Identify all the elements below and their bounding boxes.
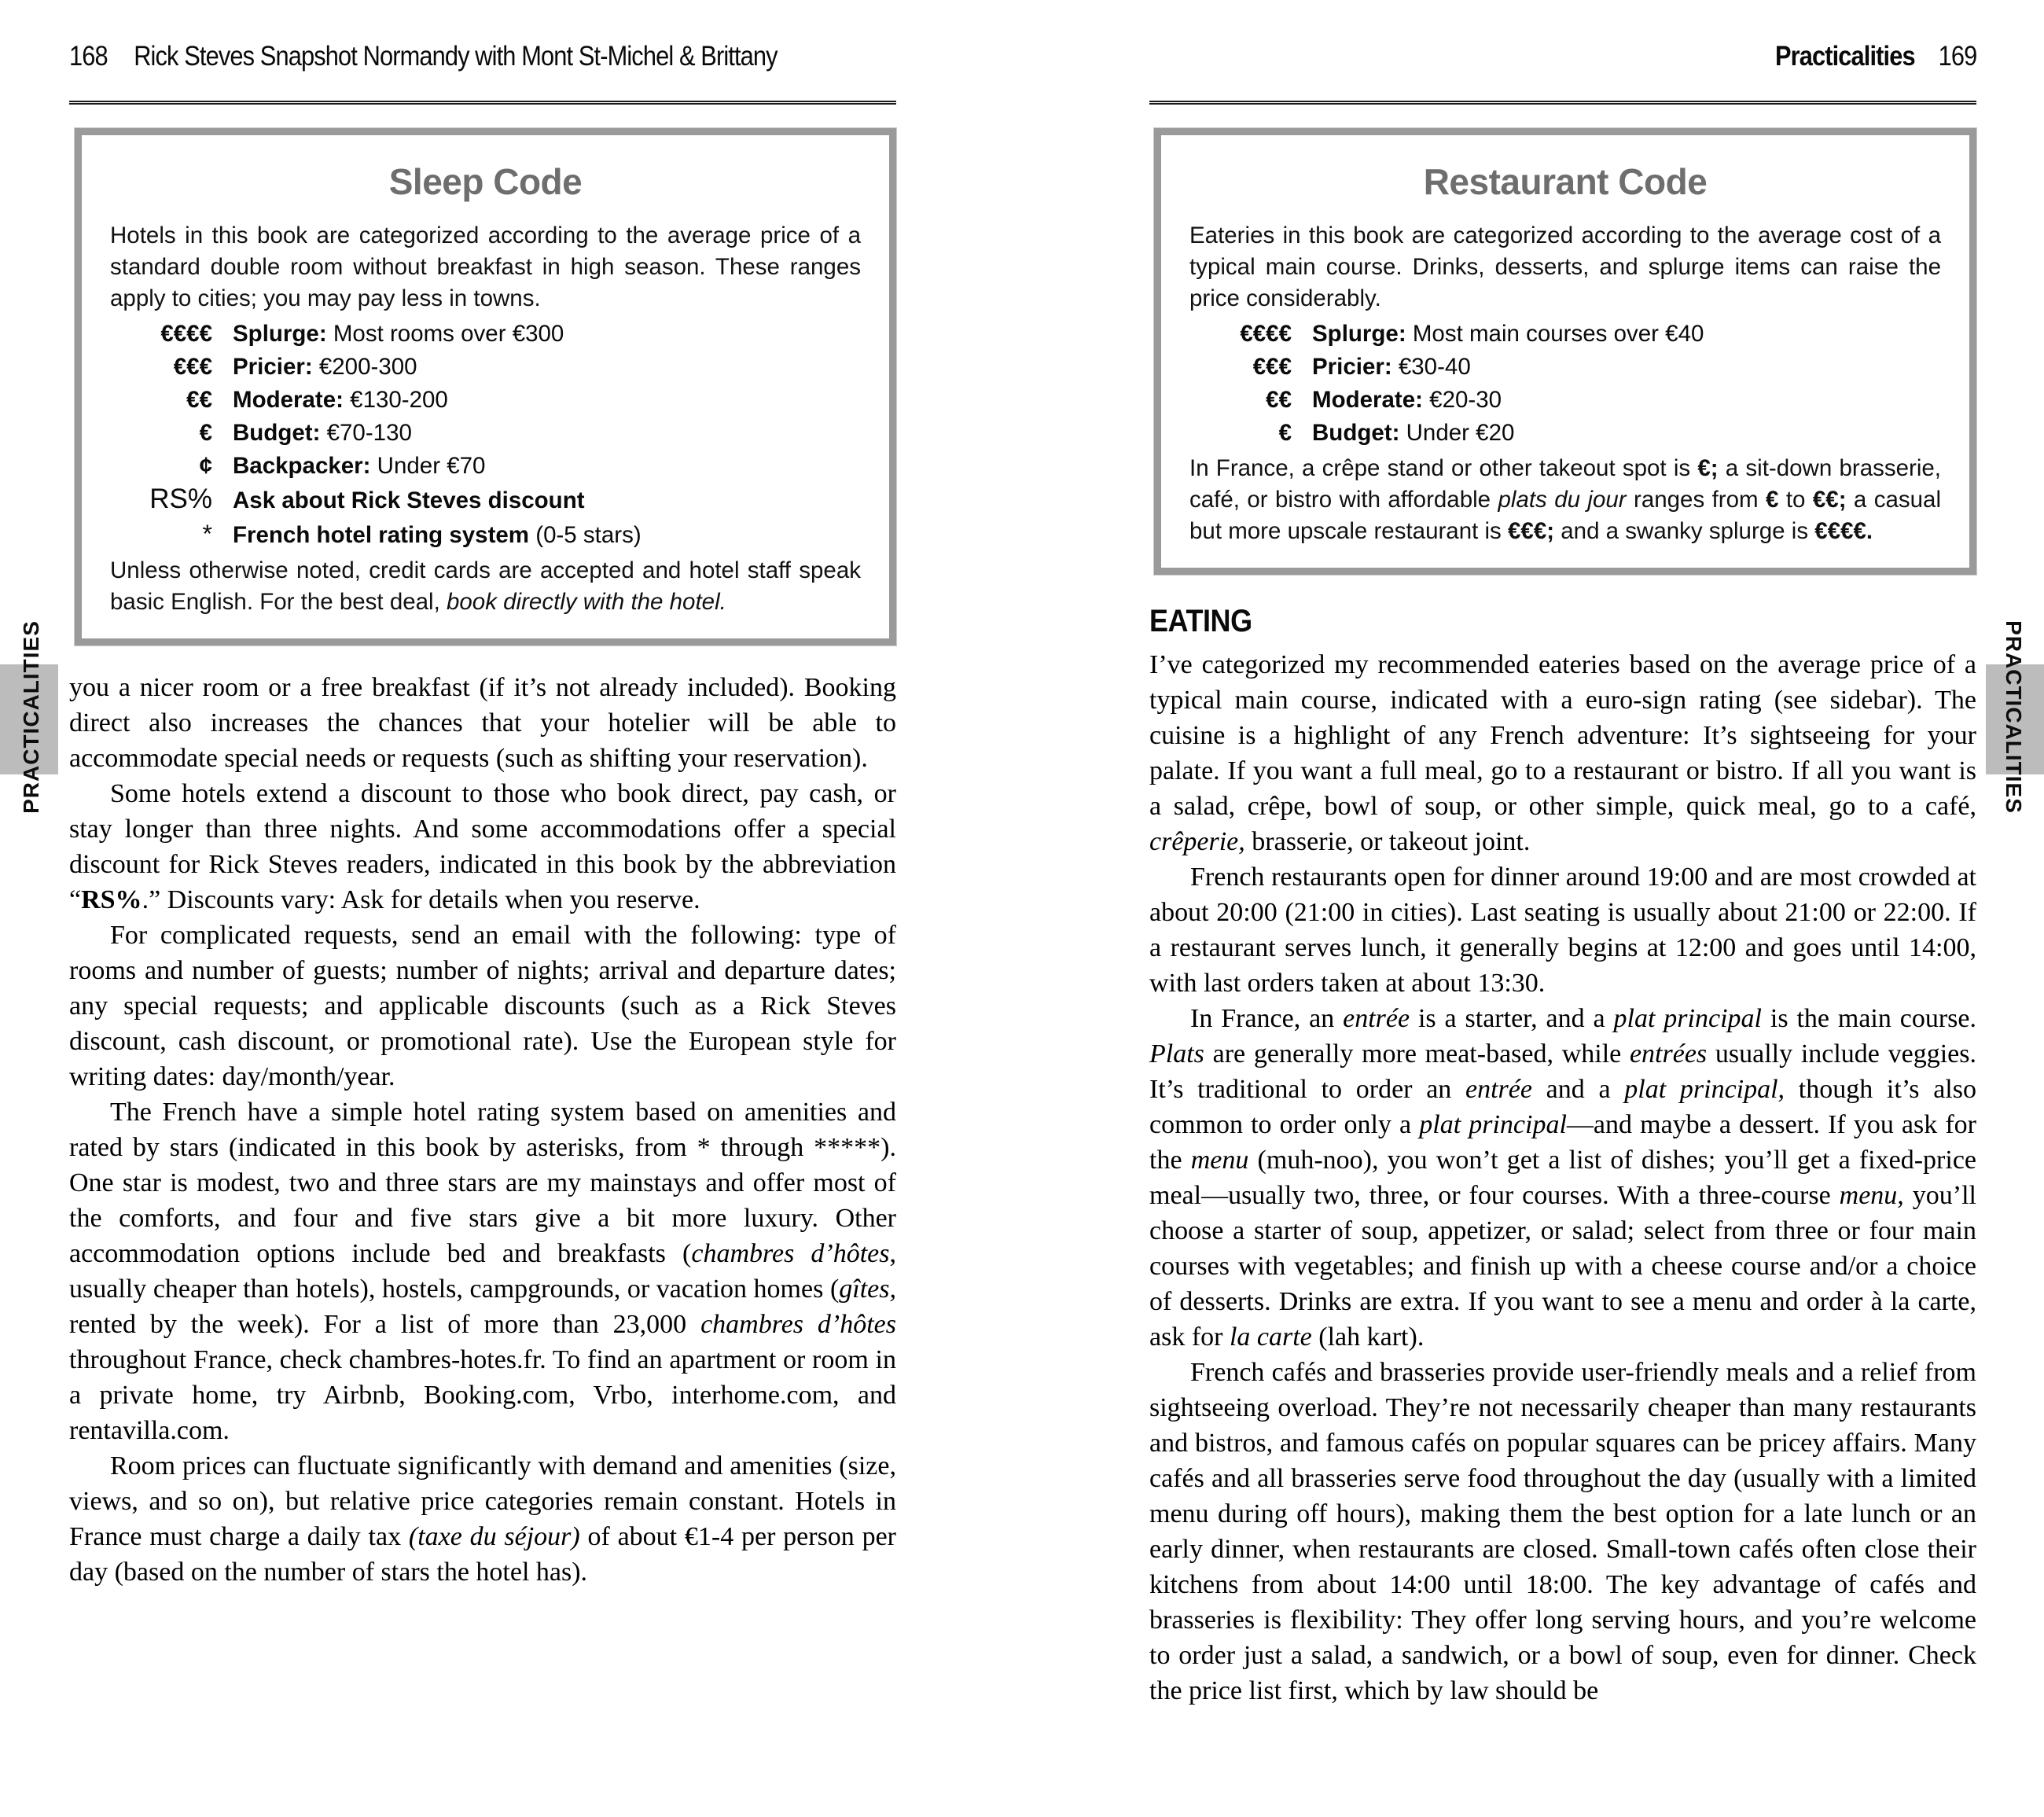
price-description — [233, 417, 861, 450]
page-header-left — [69, 41, 896, 105]
sleep-code-row — [110, 417, 861, 450]
price-label: Splurge: — [233, 321, 327, 347]
paragraph: For complicated requests, send an email with the following: type of rooms and number of guests; number of nights; arrival and departure dates; any special requests; and applicable discounts (such as a Rick Steves discount, cash discount, or promotional rate). Use the European style for writing dates: day/month/year. — [69, 921, 896, 1091]
page-header-right-text — [1775, 41, 1976, 72]
sleep-code-box — [75, 128, 896, 646]
price-label: Moderate: — [1312, 387, 1423, 413]
price-label: Budget: — [233, 420, 321, 446]
price-symbol: €€€ — [173, 354, 212, 380]
price-label: Ask about Rick Steves discount — [233, 487, 585, 513]
restaurant-code-row — [1189, 351, 1941, 384]
price-label: Pricier: — [1312, 354, 1392, 380]
sleep-code-row — [110, 450, 861, 483]
page-header-left-text — [69, 41, 778, 72]
sleep-code-row — [110, 318, 861, 351]
price-rest: Most rooms over €300 — [326, 321, 564, 347]
price-rest: €30-40 — [1391, 354, 1471, 380]
price-symbol: €€€€ — [160, 321, 212, 347]
paragraph: French restaurants open for dinner around 19:00 and are most crowded at about 20:00 (21:00 in cities). Last seating is usually about 21:00 or 22:00. If a restaurant serves lunch, it generally begins at 12:00 and goes until 14:00, with last orders taken at about 13:30. — [1149, 863, 1976, 998]
price-rest: €20-30 — [1422, 387, 1502, 413]
price-label: Moderate: — [233, 387, 344, 413]
price-description — [1312, 384, 1941, 417]
price-description — [233, 384, 861, 417]
chapter-title: Practicalities — [1774, 41, 1915, 72]
price-description — [233, 318, 861, 351]
sleep-code-row — [110, 351, 861, 384]
restaurant-code-row — [1189, 318, 1941, 351]
paragraph: In France, an entrée is a starter, and a plat principal is the main course. Plats are generally more meat-based, while entrées usually include veggies. It’s traditional to order an entrée and a plat principal, though it’s also common to order only a plat principal—and maybe a dessert. If you ask for the menu (muh-noo), you won’t get a list of dishes; you’ll get a fixed-price meal—usually two, three, or four courses. With a three-course menu, you’ll choose a starter of soup, appetizer, or salad; select from three or four main courses with vegetables; and finish up with a cheese course and/or a choice of desserts. Drinks are extra. If you want to see a menu and order à la carte, ask for la carte (lah kart). — [1149, 1004, 1977, 1352]
price-description — [1312, 318, 1941, 351]
price-label: French hotel rating system — [233, 522, 530, 548]
restaurant-code-title: Restaurant Code — [1423, 161, 1708, 202]
sleep-code-table — [110, 318, 861, 552]
price-description — [233, 484, 861, 517]
body-column-right — [1149, 604, 1976, 1708]
restaurant-code-table — [1189, 318, 1941, 450]
asterisk-symbol: * — [202, 520, 212, 548]
price-rest: €70-130 — [320, 420, 412, 446]
price-rest: €200-300 — [312, 354, 417, 380]
sleep-code-row-star-rating — [110, 517, 861, 552]
price-symbol: € — [199, 420, 212, 446]
paragraph: French cafés and brasseries provide user-friendly meals and a relief from sightseeing overload. They’re not necessarily cheaper than many restaurants and bistros, and famous cafés on popular squares can be pricey affairs. Many cafés and all brasseries serve food throughout the day (usually with a limited menu during off hours), making them the best option for a late lunch or an early dinner, when restaurants are closed. Small-town cafés often close their kitchens from about 14:00 until 18:00. The key advantage of cafés and brasseries is flexibility: They offer long serving hours, and you’re welcome to order just a salad, a sandwich, or a bowl of soup, even for dinner. Check the price list first, which by law should be — [1149, 1358, 1976, 1705]
price-description — [233, 519, 861, 552]
price-label: Pricier: — [233, 354, 313, 380]
price-symbol: €€ — [186, 387, 212, 413]
price-rest: Under €70 — [370, 453, 486, 479]
body-column-left — [69, 670, 896, 1590]
price-symbol: €€ — [1266, 387, 1292, 413]
price-label: Backpacker: — [233, 453, 371, 479]
restaurant-code-row — [1189, 417, 1941, 450]
price-rest: (0-5 stars) — [529, 522, 642, 548]
price-description — [233, 351, 861, 384]
price-label: Budget: — [1312, 420, 1400, 446]
page-number-right: 169 — [1938, 41, 1976, 72]
page-number-left: 168 — [69, 41, 108, 72]
sleep-code-outro: Unless otherwise noted, credit cards are accepted and hotel staff speak basic English. For the best deal, book directly with the hotel. — [110, 557, 861, 615]
restaurant-code-intro: Eateries in this book are categorized according to the average cost of a typical main course. Drinks, desserts, and splurge items can raise the price considerably. — [1189, 223, 1941, 311]
price-symbol: € — [1278, 420, 1292, 446]
price-rest: €130-200 — [343, 387, 448, 413]
eating-section-heading: EATING — [1149, 604, 1252, 638]
restaurant-code-outro: In France, a crêpe stand or other takeout spot is €; a sit-down brasserie, café, or bistro with affordable plats du jour ranges from € to €€; a casual but more upscale restaurant is €€€; and a swanky splurge is €€€€. — [1189, 455, 1942, 544]
paragraph: Room prices can fluctuate significantly with demand and amenities (size, views, and so on), but relative price categories remain constant. Hotels in France must charge a daily tax (taxe du séjour) of about €1-4 per person per day (based on the number of stars the hotel has). — [69, 1451, 896, 1587]
price-symbol: €€€ — [1252, 354, 1292, 380]
price-description — [1312, 351, 1941, 384]
book-title: Rick Steves Snapshot Normandy with Mont St-Michel & Brittany — [134, 41, 778, 72]
price-label: Splurge: — [1312, 321, 1406, 347]
sleep-code-row — [110, 384, 861, 417]
sleep-code-title: Sleep Code — [388, 161, 583, 202]
price-symbol: ¢ — [199, 453, 212, 479]
restaurant-code-box — [1154, 128, 1976, 575]
price-rest: Most main courses over €40 — [1406, 321, 1704, 347]
paragraph: The French have a simple hotel rating system based on amenities and rated by stars (indicated in this book by asterisks, from * through *****). One star is modest, two and three stars are my mainstays and offer most of the comforts, and four and five stars give a bit more luxury. Other accommodation options include bed and breakfasts (chambres d’hôtes, usually cheaper than hotels), hostels, campgrounds, or vacation homes (gîtes, rented by the week). For a list of more than 23,000 chambres d’hôtes throughout France, check chambres-hotes.fr. To find an apartment or room in a private home, try Airbnb, Booking.com, Vrbo, interhome.com, and rentavilla.com. — [69, 1098, 897, 1445]
sleep-code-row-rs-discount — [110, 483, 861, 517]
paragraph: you a nicer room or a free breakfast (if it’s not already included). Booking direct also increases the chances that your hotelier will be able to accommodate special needs or requests (such as shifting your reservation). — [69, 673, 896, 773]
price-rest: Under €20 — [1399, 420, 1515, 446]
price-description — [1312, 417, 1941, 450]
page-header-right — [1149, 41, 1976, 105]
paragraph: Some hotels extend a discount to those who book direct, pay cash, or stay longer than three nights. And some accommodations offer a special discount for Rick Steves readers, indicated in this book by the abbreviation “RS%.” Discounts vary: Ask for details when you reserve. — [69, 779, 896, 914]
paragraph: I’ve categorized my recommended eateries based on the average price of a typical main course, indicated with a euro-sign rating (see sidebar). The cuisine is a highlight of any French adventure: It’s sightseeing for your palate. If you want a full meal, go to a restaurant or bistro. If all you want is a salad, crêpe, bowl of soup, or other simple, quick meal, go to a café, crêperie, brasserie, or takeout joint. — [1149, 650, 1976, 856]
price-symbol: €€€€ — [1240, 321, 1292, 347]
restaurant-code-row — [1189, 384, 1941, 417]
price-description — [233, 450, 861, 483]
sleep-code-intro: Hotels in this book are categorized according to the average price of a standard double room without breakfast in high season. These ranges apply to cities; you may pay less in towns. — [110, 223, 861, 311]
rs-percent-symbol: RS% — [149, 484, 212, 514]
